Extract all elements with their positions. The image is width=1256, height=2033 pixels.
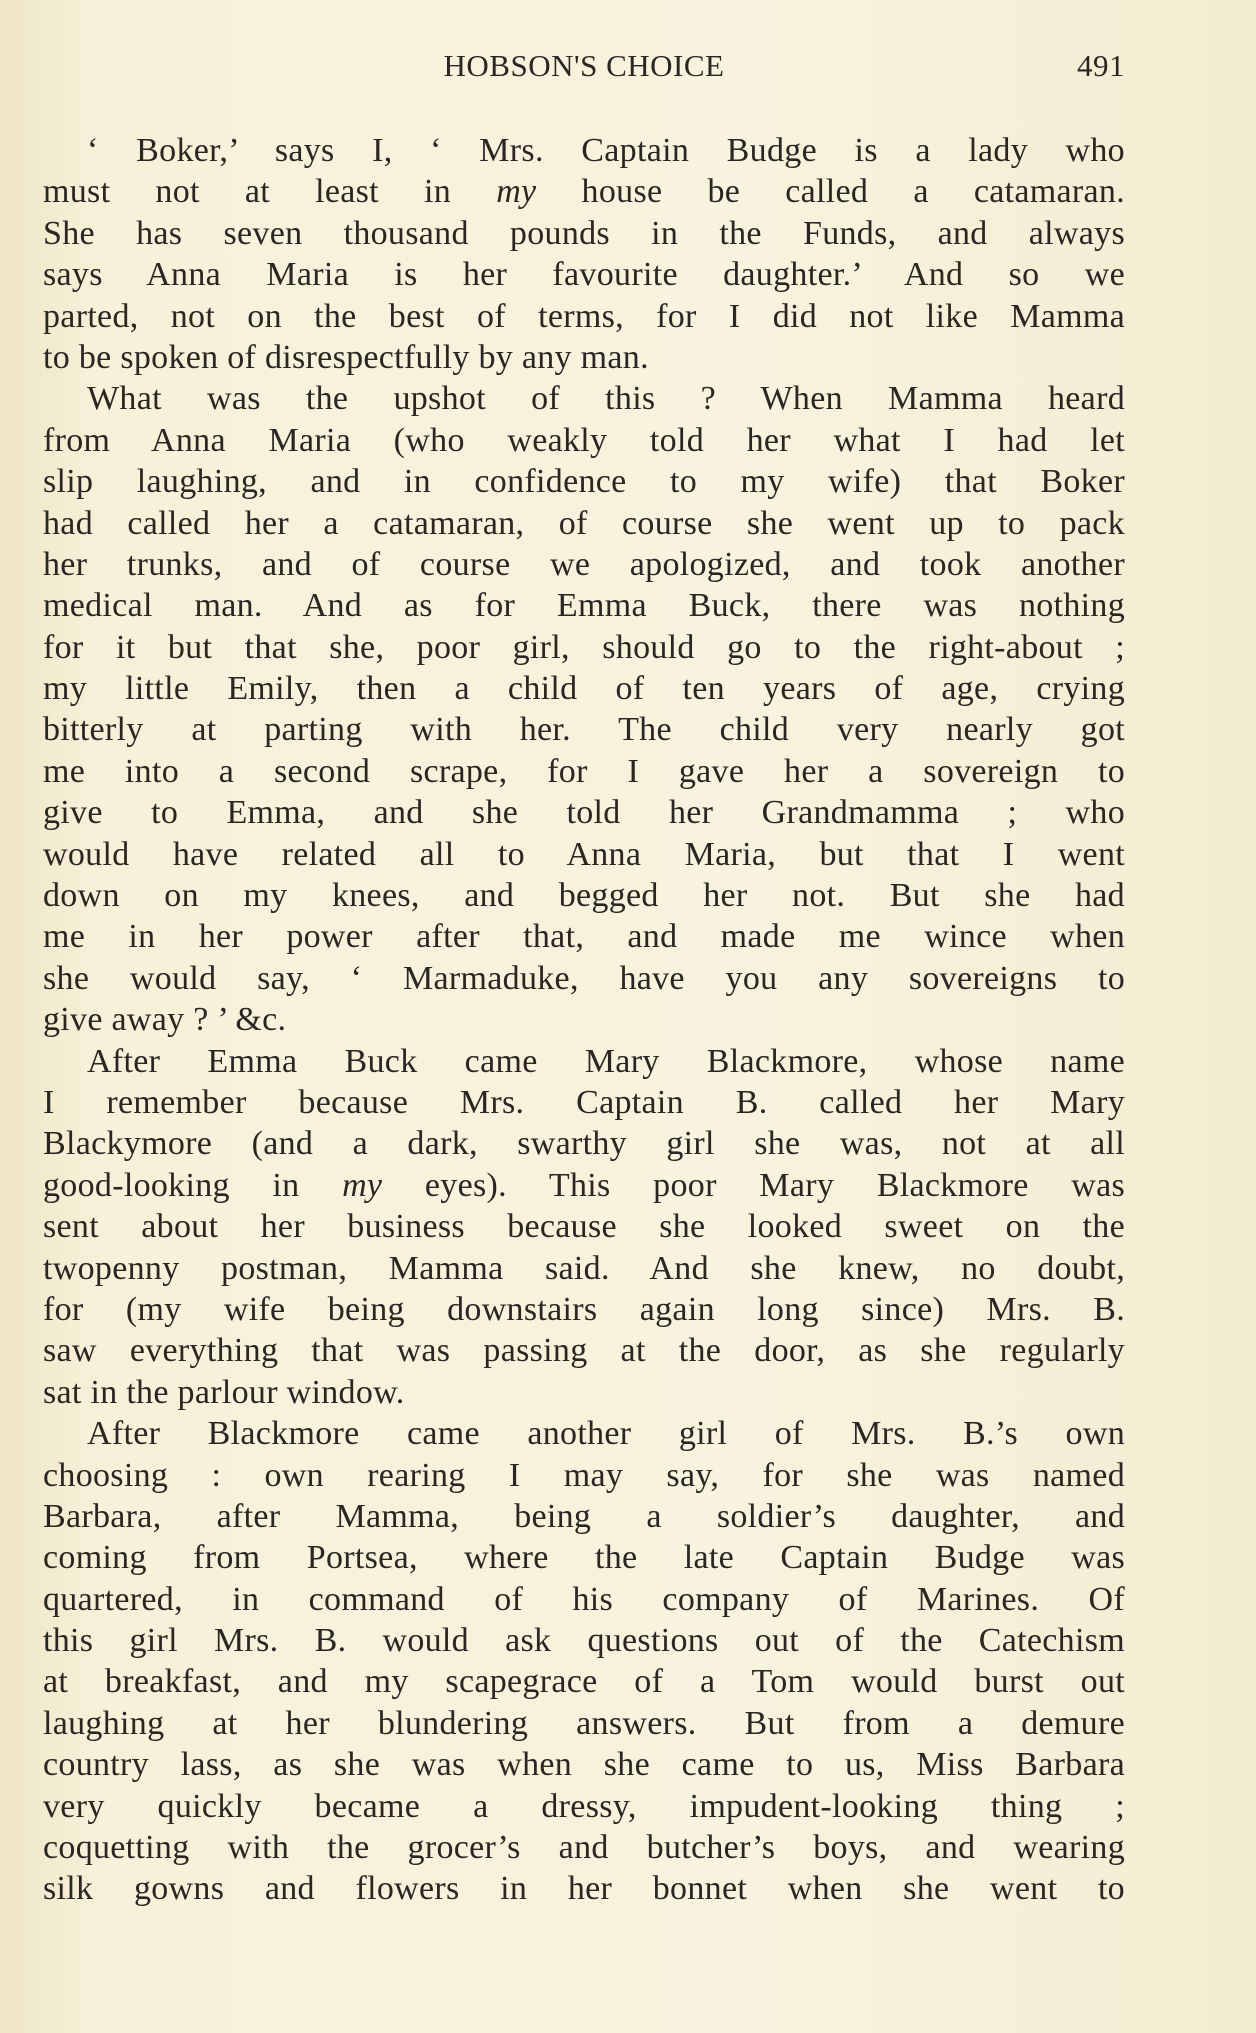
text-line xyxy=(43,337,1125,378)
text-segment: coquetting with the grocer’s and butcher’s boys, and wearing xyxy=(43,1829,1125,1867)
text-line xyxy=(43,378,1125,419)
text-segment: sent about her business because she looked sweet on the xyxy=(43,1208,1125,1246)
text-line xyxy=(43,1413,1125,1454)
text-segment: house be called a catamaran. xyxy=(536,173,1125,211)
text-line xyxy=(43,627,1125,668)
text-line xyxy=(43,1082,1125,1123)
text-line xyxy=(43,834,1125,875)
text-segment: me into a second scrape, for I gave her a sovereign to xyxy=(43,752,1125,790)
text-line xyxy=(43,254,1125,295)
text-segment: her trunks, and of course we apologized, and took another xyxy=(43,545,1125,583)
text-line xyxy=(43,544,1125,585)
text-segment: I remember because Mrs. Captain B. called her Mary xyxy=(43,1083,1125,1121)
text-line xyxy=(43,1827,1125,1868)
text-segment: for (my wife being downstairs again long since) Mrs. B. xyxy=(43,1290,1125,1328)
text-segment: says Anna Maria is her favourite daughter.’ And so we xyxy=(43,256,1125,294)
text-line xyxy=(43,585,1125,626)
text-line xyxy=(43,1496,1125,1537)
text-line xyxy=(43,1455,1125,1496)
text-segment: What was the upshot of this ? When Mamma heard xyxy=(87,380,1125,418)
text-line xyxy=(43,1330,1125,1371)
paragraph xyxy=(43,1041,1125,1414)
text-segment: from Anna Maria (who weakly told her what I had let xyxy=(43,421,1125,459)
text-segment: my little Emily, then a child of ten years of age, crying xyxy=(43,670,1125,708)
text-line xyxy=(43,709,1125,750)
text-line xyxy=(43,1123,1125,1164)
text-segment: slip laughing, and in confidence to my wife) that Boker xyxy=(43,463,1125,501)
text-line xyxy=(43,1661,1125,1702)
text-segment: sat in the parlour window. xyxy=(43,1373,405,1411)
text-line xyxy=(43,1868,1125,1909)
text-line xyxy=(43,999,1125,1040)
text-segment: medical man. And as for Emma Buck, there was nothing xyxy=(43,587,1125,625)
text-line xyxy=(43,751,1125,792)
text-line xyxy=(43,296,1125,337)
text-line xyxy=(43,792,1125,833)
text-line xyxy=(43,1537,1125,1578)
paragraph xyxy=(43,130,1125,378)
italic-text: my xyxy=(496,173,537,211)
text-line xyxy=(43,916,1125,957)
text-segment: this girl Mrs. B. would ask questions out of the Catechism xyxy=(43,1622,1125,1660)
text-line xyxy=(43,420,1125,461)
text-segment: very quickly became a dressy, impudent-looking thing ; xyxy=(43,1787,1125,1825)
text-segment: silk gowns and flowers in her bonnet when she went to xyxy=(43,1870,1125,1908)
text-segment: good-looking in xyxy=(43,1166,343,1204)
text-segment: Barbara, after Mamma, being a soldier’s daughter, and xyxy=(43,1497,1125,1535)
text-line xyxy=(43,1289,1125,1330)
text-segment: quartered, in command of his company of Marines. Of xyxy=(43,1580,1125,1618)
text-line xyxy=(43,213,1125,254)
text-segment: parted, not on the best of terms, for I did not like Mamma xyxy=(43,297,1125,335)
text-segment: country lass, as she was when she came to us, Miss Barbara xyxy=(43,1746,1125,1784)
text-segment: twopenny postman, Mamma said. And she knew, no doubt, xyxy=(43,1249,1125,1287)
text-line xyxy=(43,875,1125,916)
text-segment: me in her power after that, and made me wince when xyxy=(43,918,1125,956)
text-line xyxy=(43,1744,1125,1785)
text-line xyxy=(43,130,1125,171)
text-segment: to be spoken of disrespectfully by any man. xyxy=(43,338,649,376)
text-line xyxy=(43,1041,1125,1082)
text-segment: had called her a catamaran, of course she went up to pack xyxy=(43,504,1125,542)
text-segment: After Blackmore came another girl of Mrs. B.’s own xyxy=(87,1415,1125,1453)
running-title: HOBSON'S CHOICE xyxy=(443,48,725,83)
page-header xyxy=(43,48,1125,88)
text-segment: she would say, ‘ Marmaduke, have you any sovereigns to xyxy=(43,959,1125,997)
text-line xyxy=(43,668,1125,709)
text-segment: choosing : own rearing I may say, for she was named xyxy=(43,1456,1125,1494)
italic-text: my xyxy=(342,1166,383,1204)
text-segment: Blackymore (and a dark, swarthy girl she was, not at all xyxy=(43,1125,1125,1163)
text-line xyxy=(43,1206,1125,1247)
text-segment: give to Emma, and she told her Grandmamma ; who xyxy=(43,794,1125,832)
text-line xyxy=(43,1248,1125,1289)
text-segment: saw everything that was passing at the door, as she regularly xyxy=(43,1332,1125,1370)
page-number: 491 xyxy=(1077,48,1125,83)
text-segment: She has seven thousand pounds in the Funds, and always xyxy=(43,214,1125,252)
text-segment: laughing at her blundering answers. But from a demure xyxy=(43,1704,1125,1742)
text-line xyxy=(43,1786,1125,1827)
text-line xyxy=(43,958,1125,999)
text-segment: bitterly at parting with her. The child very nearly got xyxy=(43,711,1125,749)
text-line xyxy=(43,1703,1125,1744)
text-segment: coming from Portsea, where the late Captain Budge was xyxy=(43,1539,1125,1577)
text-line xyxy=(43,1372,1125,1413)
text-segment: down on my knees, and begged her not. But she had xyxy=(43,877,1125,915)
text-line xyxy=(43,503,1125,544)
paragraph xyxy=(43,378,1125,1040)
text-segment: give away ? ’ &c. xyxy=(43,1001,287,1039)
text-segment: eyes). This poor Mary Blackmore was xyxy=(382,1166,1125,1204)
text-segment: After Emma Buck came Mary Blackmore, whose name xyxy=(87,1042,1125,1080)
body-text xyxy=(43,130,1125,1910)
paragraph xyxy=(43,1413,1125,1910)
text-segment: ‘ Boker,’ says I, ‘ Mrs. Captain Budge is a lady who xyxy=(87,132,1125,169)
text-segment: for it but that she, poor girl, should go to the right-about ; xyxy=(43,628,1125,666)
text-segment: must not at least in xyxy=(43,173,497,211)
text-segment: at breakfast, and my scapegrace of a Tom would burst out xyxy=(43,1663,1125,1701)
text-line xyxy=(43,1579,1125,1620)
text-line xyxy=(43,1620,1125,1661)
text-line xyxy=(43,171,1125,212)
text-segment: would have related all to Anna Maria, but that I went xyxy=(43,835,1125,873)
text-line xyxy=(43,461,1125,502)
text-line xyxy=(43,1165,1125,1206)
